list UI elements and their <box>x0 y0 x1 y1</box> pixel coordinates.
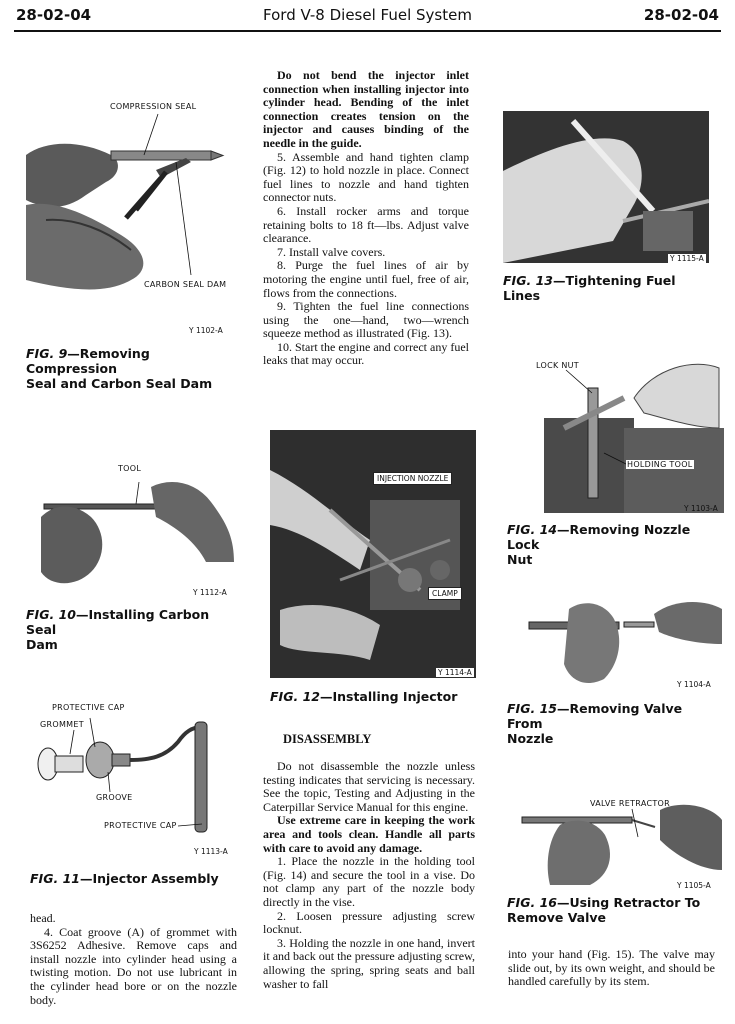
right-text-continuation: into your hand (Fig. 15). The valve may slide out, by its own weight, and should be handled carefully by its stem. <box>508 947 715 989</box>
disassembly-caution: Use extreme care in keeping the work area and tools clean. Handle all parts with care to avoid any damage. <box>263 813 475 855</box>
disassembly-step-3: 3. Holding the nozzle in one hand, invert it and back out the pressure adjusting screw, allowing the spring, spring seats and ball washer to fall <box>263 935 475 991</box>
right-column-text <box>508 948 715 989</box>
figure-10 <box>36 462 236 602</box>
header-page-number-left: 28-02-04 <box>16 6 92 24</box>
figure-12 <box>270 430 476 678</box>
disassembly-text <box>263 760 475 991</box>
left-column-text <box>30 912 237 1007</box>
section-heading-disassembly: DISASSEMBLY <box>283 732 372 746</box>
header-page-number-right: 28-02-04 <box>643 6 719 24</box>
fig9-illustration <box>26 100 236 340</box>
fig11-label-protective-cap-top: PROTECTIVE CAP <box>52 703 125 712</box>
step-7: 7. Install valve covers. <box>277 244 386 259</box>
fig14-caption: FIG. 14—Removing Nozzle Lock Nut <box>507 522 691 567</box>
fig14-code: Y 1103-A <box>684 504 718 513</box>
fig12-caption: FIG. 12—Installing Injector <box>270 689 458 704</box>
step-10: 10. Start the engine and correct any fuel leaks that may occur. <box>263 339 469 368</box>
fig11-code: Y 1113-A <box>194 847 228 856</box>
header-rule <box>14 30 721 32</box>
step-8: 8. Purge the fuel lines of air by motoring the engine until fuel, free of air, flows from the connections. <box>263 258 469 300</box>
fig13-code: Y 1115-A <box>670 254 704 263</box>
fig13-illustration <box>503 111 709 263</box>
fig16-caption: FIG. 16—Using Retractor To Remove Valve <box>507 895 701 925</box>
fig12-label-clamp: CLAMP <box>428 587 462 600</box>
fig11-label-protective-cap-bottom: PROTECTIVE CAP <box>104 821 177 830</box>
fig12-label-injection-nozzle: INJECTION NOZZLE <box>373 472 452 485</box>
fig16-code: Y 1105-A <box>677 881 711 890</box>
fig15-code: Y 1104-A <box>677 680 711 689</box>
figure-11 <box>30 702 236 860</box>
step-9: 9. Tighten the fuel line connections using the one—hand, two—wrench squeeze method as illustrated (Fig. 13). <box>263 299 469 341</box>
fig14-label-holding-tool: HOLDING TOOL <box>627 460 693 469</box>
step-6: 6. Install rocker arms and torque retaining bolts to 18 ft—lbs. Adjust valve clearance. <box>263 203 469 246</box>
figure-13 <box>503 111 709 263</box>
fig12-illustration <box>270 430 476 678</box>
disassembly-step-2: 2. Loosen pressure adjusting screw locknut. <box>263 908 475 937</box>
fig11-caption: FIG. 11—Injector Assembly <box>30 871 219 886</box>
left-text-step-4: 4. Coat groove (A) of grommet with 3S6252 Adhesive. Remove caps and install nozzle into cylinder head using a twisting motion. Do not use lubricant in the cylinder head bore or on the nozzle body. <box>30 924 237 1007</box>
figure-14 <box>514 358 724 516</box>
fig9-label-carbon-seal-dam: CARBON SEAL DAM <box>144 280 227 289</box>
fig10-label-tool: TOOL <box>118 464 142 473</box>
figure-9 <box>26 100 236 340</box>
fig10-caption: FIG. 10—Installing Carbon Seal Dam <box>26 607 210 652</box>
fig11-label-groove: GROOVE <box>96 793 133 802</box>
fig9-caption: FIG. 9—Removing Compression Seal and Carbon Seal Dam <box>26 346 213 391</box>
disassembly-step-1: 1. Place the nozzle in the holding tool (Fig. 14) and secure the tool in a vise. Do not clamp any part of the nozzle body directly in the vise. <box>263 854 475 909</box>
left-text-continuation: head. <box>30 911 56 925</box>
fig15-caption: FIG. 15—Removing Valve From Nozzle <box>507 701 683 746</box>
fig14-label-lock-nut: LOCK NUT <box>536 361 579 370</box>
step-5: 5. Assemble and hand tighten clamp (Fig. 12) to hold nozzle in place. Connect fuel lines to nozzle and hand tighten connector nuts. <box>263 149 469 205</box>
fig15-illustration <box>524 594 724 690</box>
disassembly-intro: Do not disassemble the nozzle unless testing indicates that servicing is necessary. See the topic, Testing and Adjusting in the Caterpillar Service Manual for this engine. <box>263 759 475 814</box>
fig11-label-grommet: GROMMET <box>40 720 84 729</box>
fig10-illustration <box>36 462 236 602</box>
fig13-caption: FIG. 13—Tightening Fuel Lines <box>503 273 676 303</box>
header-title: Ford V-8 Diesel Fuel System <box>263 6 472 24</box>
figure-16 <box>520 795 724 891</box>
fig14-illustration <box>514 358 724 516</box>
fig16-illustration <box>520 795 724 891</box>
fig9-label-compression-seal: COMPRESSION SEAL <box>110 102 197 111</box>
fig12-code: Y 1114-A <box>438 668 472 677</box>
fig10-code: Y 1112-A <box>193 588 227 597</box>
middle-column-top-text <box>263 69 469 368</box>
warning-do-not-bend: Do not bend the injector inlet connection when installing injector into cylinder head. Bending of the inlet connection creates tension on the injector and causes binding of the needle in the guide. <box>263 68 469 150</box>
fig16-label-valve-retractor: VALVE RETRACTOR <box>590 799 670 808</box>
fig9-code: Y 1102-A <box>189 326 223 335</box>
figure-15 <box>524 594 724 690</box>
